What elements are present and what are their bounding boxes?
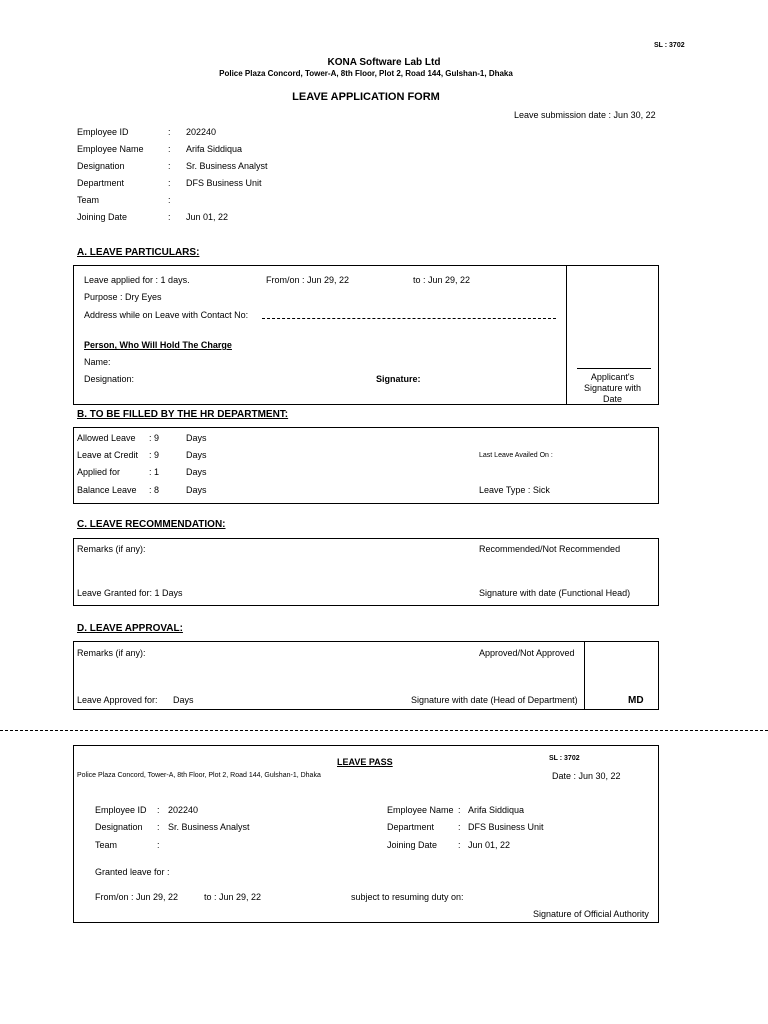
pass-designation-value: Sr. Business Analyst [168, 822, 250, 832]
joining-date-value: Jun 01, 22 [186, 212, 229, 222]
employee-id-label: Employee ID [77, 127, 129, 137]
official-authority-signature: Signature of Official Authority [533, 909, 649, 919]
company-address: Police Plaza Concord, Tower-A, 8th Floor, Plot 2, Road 144, Gulshan-1, Dhaka [219, 69, 513, 78]
department-label: Department [77, 178, 125, 188]
employee-name-value: Arifa Siddiqua [186, 144, 243, 154]
approval-remarks: Remarks (if any): [77, 648, 146, 658]
section-d-title: D. LEAVE APPROVAL: [77, 623, 183, 634]
team-label: Team [77, 195, 100, 205]
leave-credit-unit: Days [186, 450, 207, 460]
pass-employee-name-colon: : [458, 805, 461, 815]
functional-head-signature: Signature with date (Functional Head) [479, 588, 631, 598]
employee-id-value: 202240 [186, 127, 217, 137]
pass-department-label: Department [387, 822, 435, 832]
applied-for-unit: Days [186, 467, 207, 477]
pass-joining-date-colon: : [458, 840, 461, 850]
leave-approved-for: Leave Approved for: [77, 695, 158, 705]
leave-pass-serial: SL : 3702 [549, 755, 580, 762]
department-value: DFS Business Unit [186, 178, 262, 188]
pass-department-colon: : [458, 822, 461, 832]
address-dashed-line [262, 318, 556, 319]
pass-employee-id-value: 202240 [168, 805, 199, 815]
applicant-signature-line-2: Signature with [583, 383, 642, 393]
leave-credit-value: : 9 [149, 450, 160, 460]
applicant-signature-line [577, 368, 651, 369]
allowed-leave-unit: Days [186, 433, 207, 443]
section-b-title: B. TO BE FILLED BY THE HR DEPARTMENT: [77, 409, 289, 420]
team-colon: : [168, 195, 171, 205]
balance-leave-value: : 8 [149, 485, 160, 495]
submission-date: Leave submission date : Jun 30, 22 [514, 110, 656, 120]
leave-pass-address: Police Plaza Concord, Tower-A, 8th Floor, Plot 2, Road 144, Gulshan-1, Dhaka [77, 772, 321, 779]
applicant-signature-line-1: Applicant's [590, 372, 635, 382]
recommended-status: Recommended/Not Recommended [479, 544, 621, 554]
section-a-title: A. LEAVE PARTICULARS: [77, 247, 200, 258]
approved-status: Approved/Not Approved [479, 648, 575, 658]
balance-leave-label: Balance Leave [77, 485, 137, 495]
leave-credit-label: Leave at Credit [77, 450, 139, 460]
pass-team-colon: : [157, 840, 160, 850]
pass-designation-colon: : [157, 822, 160, 832]
md-divider [584, 641, 585, 710]
leave-type: Leave Type : Sick [479, 485, 550, 495]
balance-leave-unit: Days [186, 485, 207, 495]
joining-date-colon: : [168, 212, 171, 222]
pass-designation-label: Designation [95, 822, 143, 832]
allowed-leave-value: : 9 [149, 433, 160, 443]
last-leave-availed: Last Leave Availed On : [479, 452, 553, 459]
serial-number: SL : 3702 [654, 42, 685, 49]
employee-id-colon: : [168, 127, 171, 137]
employee-name-label: Employee Name [77, 144, 144, 154]
leave-granted-for: Leave Granted for: 1 Days [77, 588, 183, 598]
pass-resume-duty: subject to resuming duty on: [351, 892, 464, 902]
leave-from-date: From/on : Jun 29, 22 [266, 275, 350, 285]
leave-applied-for: Leave applied for : 1 days. [84, 275, 190, 285]
designation-value: Sr. Business Analyst [186, 161, 268, 171]
allowed-leave-label: Allowed Leave [77, 433, 136, 443]
pass-department-value: DFS Business Unit [468, 822, 544, 832]
applied-for-label: Applied for [77, 467, 121, 477]
charge-designation-label: Designation: [84, 374, 135, 384]
pass-employee-name-value: Arifa Siddiqua [468, 805, 525, 815]
company-name: KONA Software Lab Ltd [327, 57, 441, 68]
applied-for-value: : 1 [149, 467, 160, 477]
section-c-title: C. LEAVE RECOMMENDATION: [77, 519, 226, 530]
leave-pass-date: Date : Jun 30, 22 [552, 771, 621, 781]
pass-to-date: to : Jun 29, 22 [204, 892, 262, 902]
pass-joining-date-label: Joining Date [387, 840, 438, 850]
charge-holder-title: Person, Who Will Hold The Charge [84, 340, 232, 350]
charge-name-label: Name: [84, 357, 111, 367]
leave-pass-title: LEAVE PASS [337, 757, 393, 767]
joining-date-label: Joining Date [77, 212, 128, 222]
form-title: LEAVE APPLICATION FORM [292, 91, 440, 103]
cut-line [0, 730, 768, 731]
pass-employee-name-label: Employee Name [387, 805, 454, 815]
employee-name-colon: : [168, 144, 171, 154]
pass-team-label: Team [95, 840, 118, 850]
head-of-department-signature: Signature with date (Head of Department) [411, 695, 578, 705]
md-label: MD [628, 695, 644, 706]
recommendation-remarks: Remarks (if any): [77, 544, 146, 554]
pass-from-date: From/on : Jun 29, 22 [95, 892, 179, 902]
leave-approved-days: Days [173, 695, 194, 705]
pass-joining-date-value: Jun 01, 22 [468, 840, 511, 850]
applicant-signature-line-3: Date [602, 394, 622, 404]
charge-signature-label: Signature: [376, 374, 421, 384]
designation-colon: : [168, 161, 171, 171]
applicant-signature-caption [566, 372, 659, 405]
hr-department-box [73, 427, 659, 504]
leave-to-date: to : Jun 29, 22 [413, 275, 471, 285]
designation-label: Designation [77, 161, 125, 171]
pass-employee-id-colon: : [157, 805, 160, 815]
department-colon: : [168, 178, 171, 188]
address-label: Address while on Leave with Contact No: [84, 310, 249, 320]
leave-purpose: Purpose : Dry Eyes [84, 292, 162, 302]
pass-employee-id-label: Employee ID [95, 805, 147, 815]
pass-granted-leave: Granted leave for : [95, 867, 170, 877]
